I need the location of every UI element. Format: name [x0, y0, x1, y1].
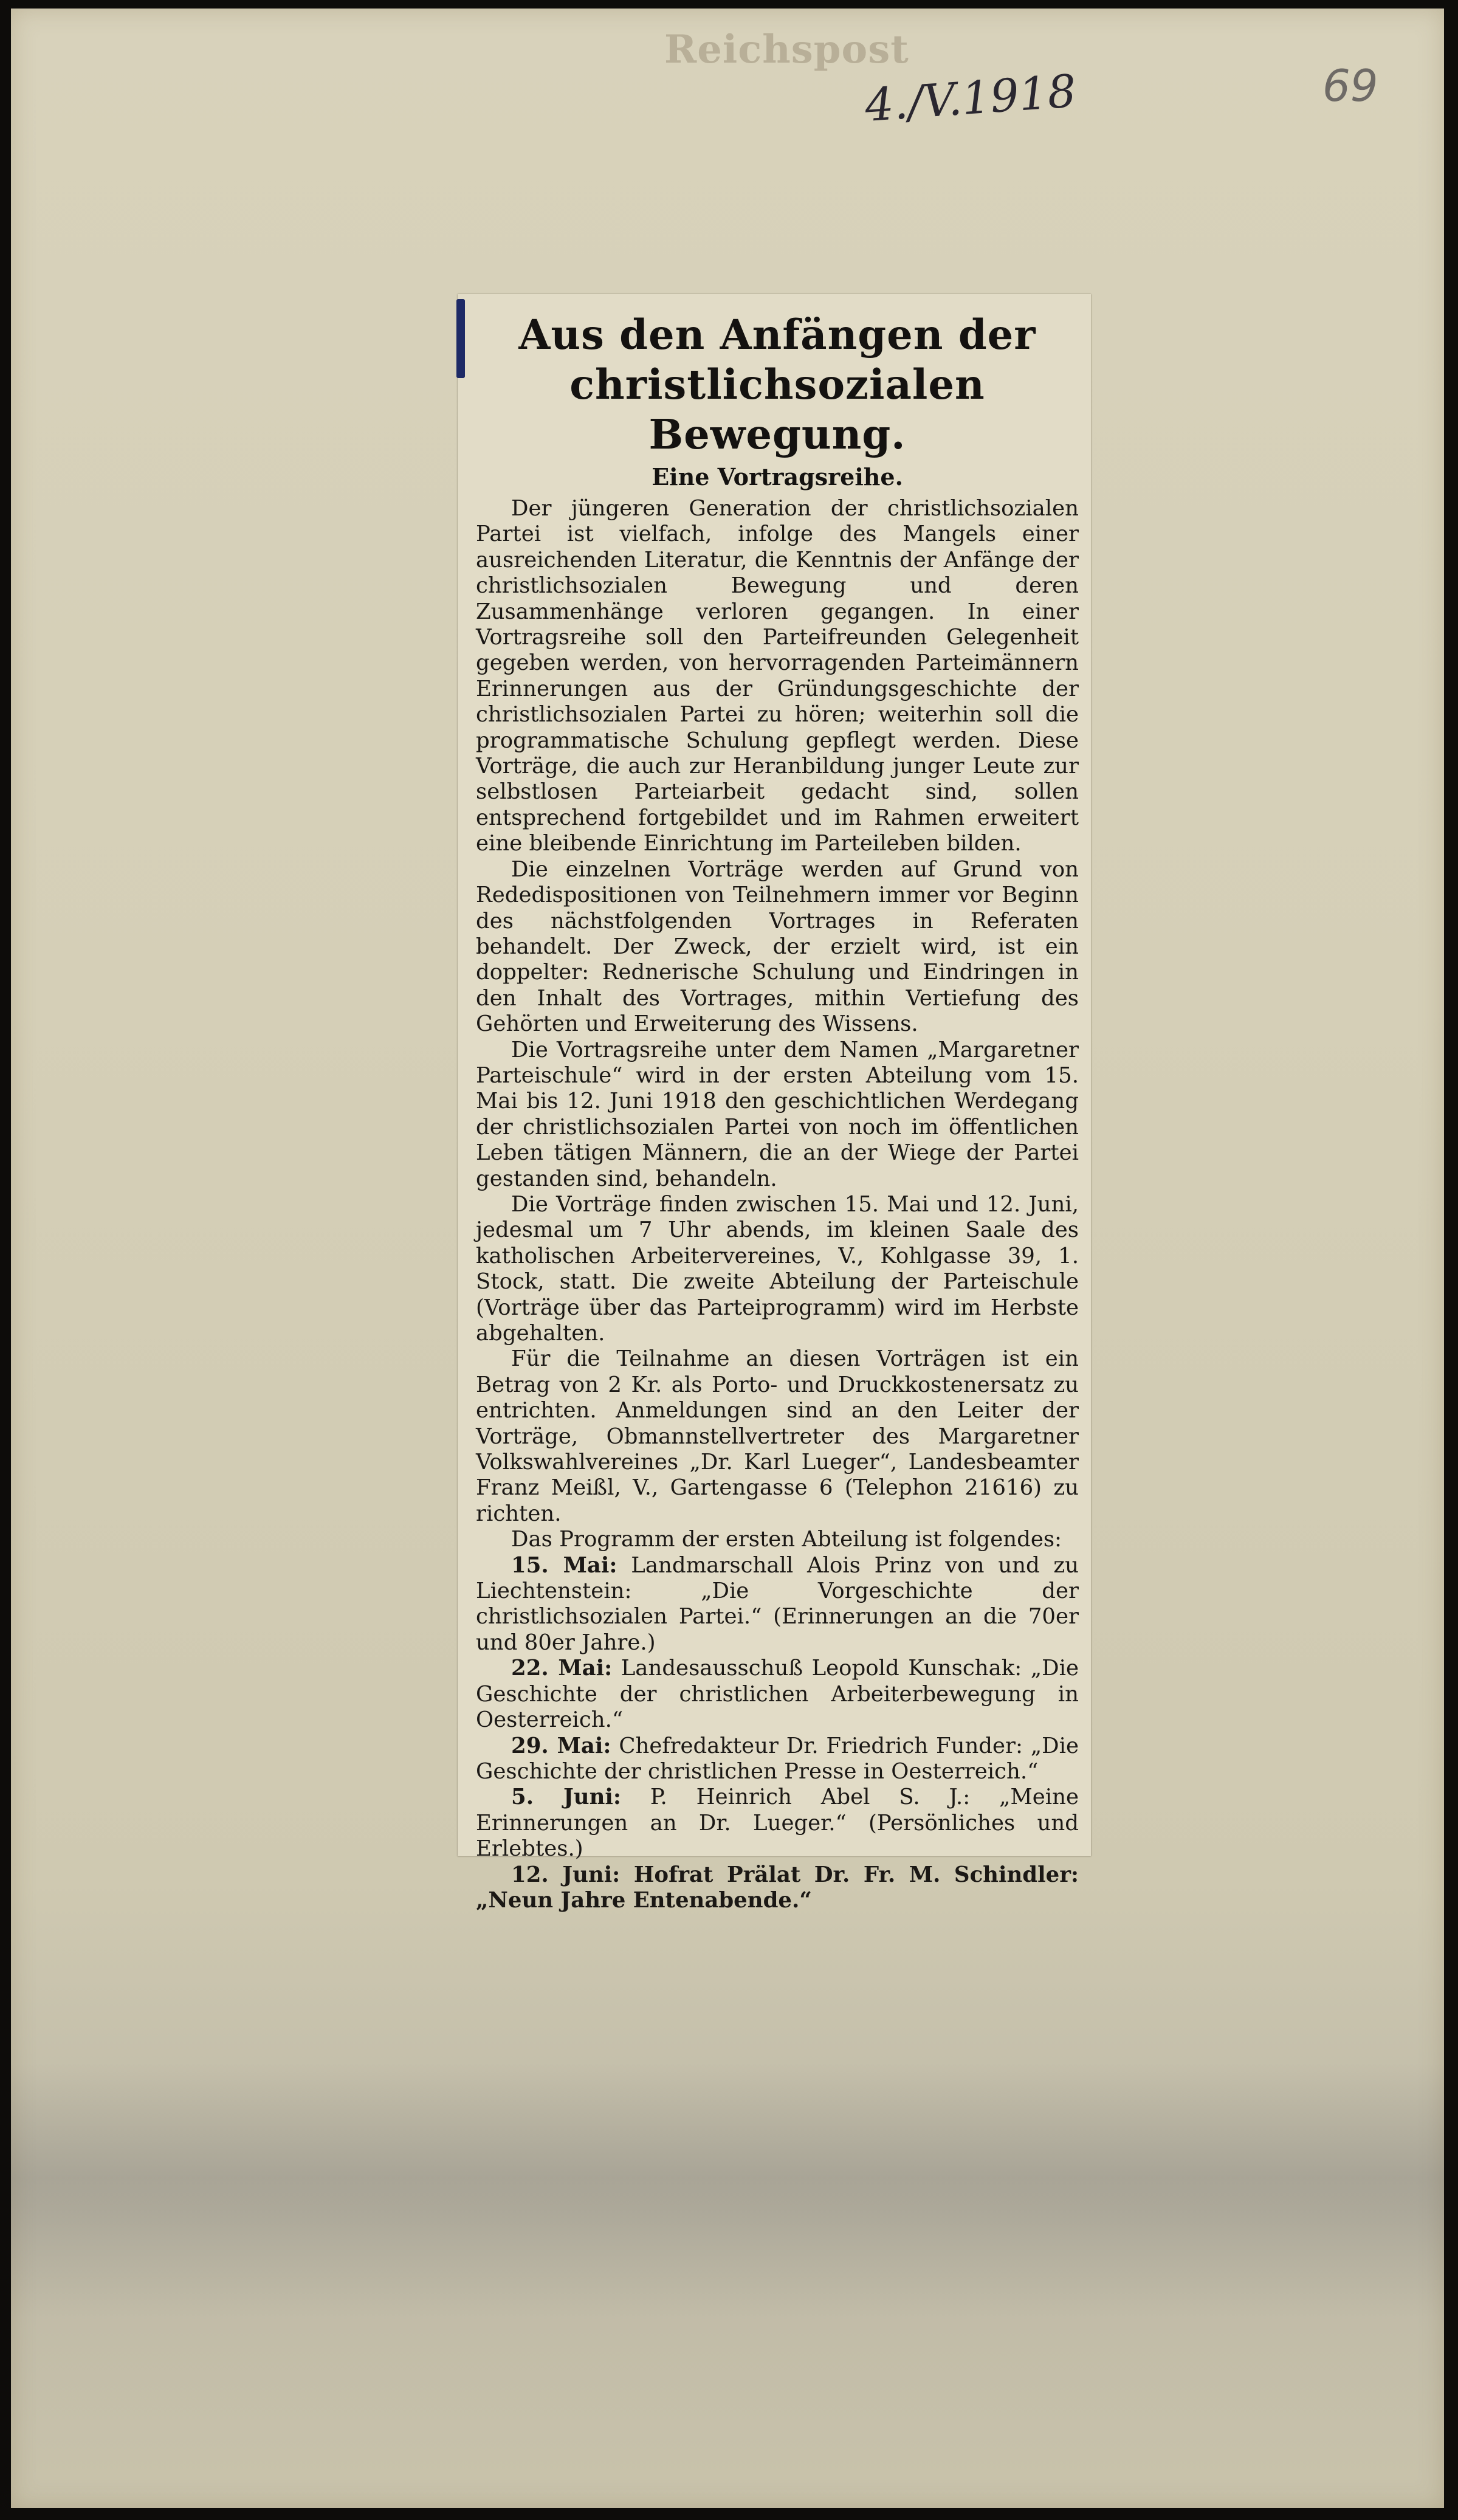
program-entry-date: 15. Mai:	[511, 1552, 617, 1578]
program-entry-text: Landmarschall Alois Prinz von und zu Liechtenstein: „Die Vorgeschichte der christlichsozialen Partei.“ (Erinnerungen an die 70er und 80er Jahre.)	[476, 1552, 1079, 1655]
article-headline	[476, 310, 1079, 460]
paragraph: Die Vorträge finden zwischen 15. Mai und 12. Juni, jedesmal um 7 Uhr abends, im kleinen Saale des katholischen Arbeitervereines, V., Kohlgasse 39, 1. Stock, statt. Die zweite Abteilung der Parteischule (Vorträge über das Parteiprogramm) wird im Herbste abgehalten.	[476, 1191, 1079, 1346]
headline-line-1: Aus den Anfängen der	[518, 311, 1036, 359]
program-entry-text: P. Heinrich Abel S. J.: „Meine Erinnerungen an Dr. Lueger.“ (Persönliches und Erlebtes.)	[476, 1785, 1079, 1862]
archive-sheet	[11, 9, 1444, 2508]
program-entry-text: Hofrat Prälat Dr. Fr. M. Schindler: „Neun Jahre Entenabende.“	[476, 1862, 1079, 1913]
paragraph: Für die Teilnahme an diesen Vorträgen ist ein Betrag von 2 Kr. als Porto- und Druckkostenersatz zu entrichten. Anmeldungen sind an den Leiter der Vorträge, Obmannstellvertreter des Margaretner Volkswahlvereines „Dr. Karl Lueger“, Landesbeamter Franz Meißl, V., Gartengasse 6 (Telephon 21616) zu richten.	[476, 1346, 1079, 1526]
article-subheading: Eine Vortragsreihe.	[652, 463, 903, 491]
program-entry	[476, 1553, 1079, 1656]
program-entry-text: Chefredakteur Dr. Friedrich Funder: „Die Geschichte der christlichen Presse in Oesterreich.“	[476, 1733, 1079, 1784]
program-entry-date: 22. Mai:	[511, 1656, 613, 1681]
program-entry	[476, 1733, 1079, 1785]
program-intro: Das Programm der ersten Abteilung ist folgendes:	[511, 1527, 1062, 1552]
newspaper-clipping	[458, 294, 1091, 1913]
program-entry-date: 5. Juni:	[511, 1785, 621, 1810]
program-entry-date: 29. Mai:	[511, 1733, 611, 1758]
program-entry	[476, 1785, 1079, 1862]
paragraph: Der jüngeren Generation der christlichsozialen Partei ist vielfach, infolge des Mangels einer ausreichenden Literatur, die Kenntnis der Anfänge der christlichsozialen Bewegung und deren Zusammenhänge verloren gegangen. In einer Vortragsreihe soll den Parteifreunden Gelegenheit gegeben werden, von hervorragenden Parteimännern Erinnerungen aus der Gründungsgeschichte der christlichsozialen Partei zu hören; weiterhin soll die programmatische Schulung gepflegt werden. Diese Vorträge, die auch zur Heranbildung junger Leute zur selbstlosen Parteiarbeit gedacht sind, sollen entsprechend fortgebildet und im Rahmen erweitert eine bleibende Einrichtung im Parteileben bilden.	[476, 496, 1079, 856]
program-entry-date: 12. Juni:	[511, 1862, 621, 1887]
paragraph: Die Vortragsreihe unter dem Namen „Margaretner Parteischule“ wird in der ersten Abteilung vom 15. Mai bis 12. Juni 1918 den geschichtlichen Werdegang der christlichsozialen Partei von noch im öffentlichen Leben tätigen Männern, die an der Wiege der Partei gestanden sind, behandeln.	[476, 1037, 1079, 1191]
program-entry	[476, 1656, 1079, 1733]
article-body	[476, 496, 1079, 1913]
blue-pencil-mark	[456, 299, 465, 378]
scan-shadow-band	[11, 2063, 1444, 2318]
handwritten-date: 4./V.1918	[863, 64, 1078, 133]
program-entry	[476, 1862, 1079, 1914]
newspaper-stamp: Reichspost	[664, 27, 909, 72]
page-number: 69	[1322, 60, 1378, 111]
program-entry-text: Landesausschuß Leopold Kunschak: „Die Geschichte der christlichen Arbeiterbewegung in Oesterreich.“	[476, 1656, 1079, 1733]
paragraph: Die einzelnen Vorträge werden auf Grund von Rededispositionen von Teilnehmern immer vor Beginn des nächstfolgenden Vortrages in Referaten behandelt. Der Zweck, der erzielt wird, ist ein doppelter: Rednerische Schulung und Eindringen in den Inhalt des Vortrages, mithin Vertiefung des Gehörten und Erweiterung des Wissens.	[476, 856, 1079, 1037]
headline-line-2: christlichsozialen Bewegung.	[569, 360, 985, 458]
